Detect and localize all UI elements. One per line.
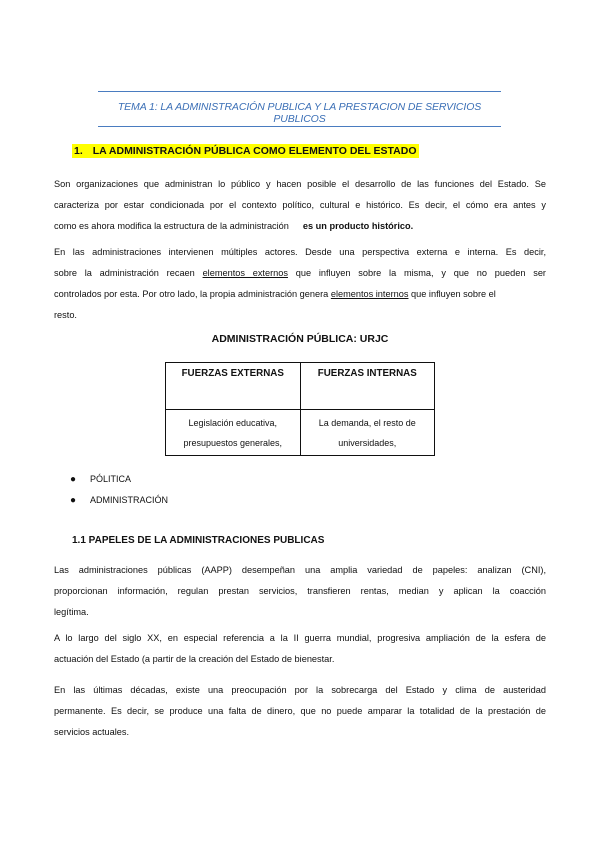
table-header-external: FUERZAS EXTERNAS bbox=[166, 363, 301, 410]
bold-phrase: es un producto histórico. bbox=[302, 221, 414, 231]
section-1-1-paragraph-2 bbox=[54, 628, 546, 670]
paragraph-text: que influyen sobre el bbox=[411, 289, 496, 299]
paragraph-line: Son organizaciones que administran lo público y hacen posible el desarrollo de las funciones del Estado. Se bbox=[54, 179, 546, 189]
paragraph-text: controlados por esta. Por otro lado, la propia administración genera bbox=[54, 289, 329, 299]
cell-line: presupuestos generales, bbox=[183, 438, 283, 448]
paragraph-line: proporcionan información, regulan prestan servicios, transfieren rentas, median y aplican la coacción bbox=[54, 586, 546, 596]
cell-line: Legislación educativa, bbox=[188, 418, 278, 428]
paragraph-line: caracteriza por estar condicionada por el contexto político, cultural e histórico. Es decir, el cómo era antes y bbox=[54, 200, 546, 210]
title-top-rule bbox=[98, 91, 501, 92]
paragraph-line: resto. bbox=[54, 310, 77, 320]
bullet-list bbox=[70, 471, 168, 513]
paragraph-line: En las últimas décadas, existe una preocupación por la sobrecarga del Estado y clima de austeridad bbox=[54, 685, 546, 695]
paragraph-line: servicios actuales. bbox=[54, 727, 130, 737]
section-1-heading bbox=[72, 144, 419, 158]
cell-line: La demanda, el resto de bbox=[318, 418, 416, 428]
bullet-icon: ● bbox=[70, 495, 77, 506]
document-title: TEMA 1: LA ADMINISTRACIÓN PUBLICA Y LA PRESTACION DE SERVICIOS PUBLICOS bbox=[117, 101, 482, 125]
section-1-1-paragraph-3 bbox=[54, 680, 546, 743]
paragraph-text: sobre la administración recaen bbox=[54, 268, 195, 278]
paragraph-line bbox=[54, 216, 546, 237]
list-item-text: ADMINISTRACIÓN bbox=[90, 495, 169, 505]
section-1-1-paragraph-1 bbox=[54, 560, 546, 623]
underlined-term-external: elementos externos bbox=[202, 268, 288, 278]
cell-line: universidades, bbox=[338, 438, 397, 448]
paragraph-line: A lo largo del siglo XX, en especial referencia a la II guerra mundial, progresiva ampliación de la esfera de bbox=[54, 633, 546, 643]
paragraph-line: Las administraciones públicas (AAPP) desempeñan una amplia variedad de papeles: analizan (CNI), bbox=[54, 565, 546, 575]
paragraph-line: actuación del Estado (a partir de la creación del Estado de bienestar. bbox=[54, 654, 335, 664]
paragraph-line: En las administraciones intervienen múltiples actores. Desde una perspectiva externa e interna. Es decir, bbox=[54, 247, 546, 257]
table-cell-internal bbox=[300, 410, 435, 456]
paragraph-text: que influyen sobre la misma, y que no pueden ser bbox=[295, 268, 546, 278]
paragraph-line bbox=[54, 263, 546, 284]
section-1-paragraph-1 bbox=[54, 174, 546, 237]
paragraph-line: permanente. Es decir, se produce una falta de dinero, que no puede amparar la totalidad de la prestación de bbox=[54, 706, 546, 716]
section-1-paragraph-2 bbox=[54, 242, 546, 326]
title-bottom-rule bbox=[98, 126, 501, 127]
table-cell-external bbox=[166, 410, 301, 456]
paragraph-line bbox=[54, 284, 546, 305]
list-item-text: PÓLITICA bbox=[90, 474, 132, 484]
list-item bbox=[70, 471, 168, 492]
forces-table bbox=[165, 362, 435, 456]
paragraph-text: como es ahora modifica la estructura de la administración bbox=[54, 221, 289, 231]
underlined-term-internal: elementos internos bbox=[330, 289, 409, 299]
bullet-icon: ● bbox=[70, 474, 77, 485]
paragraph-line: legítima. bbox=[54, 607, 89, 617]
section-1-heading-text: LA ADMINISTRACIÓN PÚBLICA COMO ELEMENTO DEL ESTADO bbox=[92, 145, 417, 157]
section-1-number: 1. bbox=[74, 145, 83, 157]
section-1-1-heading: 1.1 PAPELES DE LA ADMINISTRACIONES PUBLICAS bbox=[72, 535, 325, 546]
list-item bbox=[70, 492, 168, 513]
table-title: ADMINISTRACIÓN PÚBLICA: URJC bbox=[211, 333, 389, 345]
table-header-internal: FUERZAS INTERNAS bbox=[300, 363, 435, 410]
table-row bbox=[166, 410, 435, 456]
table-header-row bbox=[166, 363, 435, 410]
